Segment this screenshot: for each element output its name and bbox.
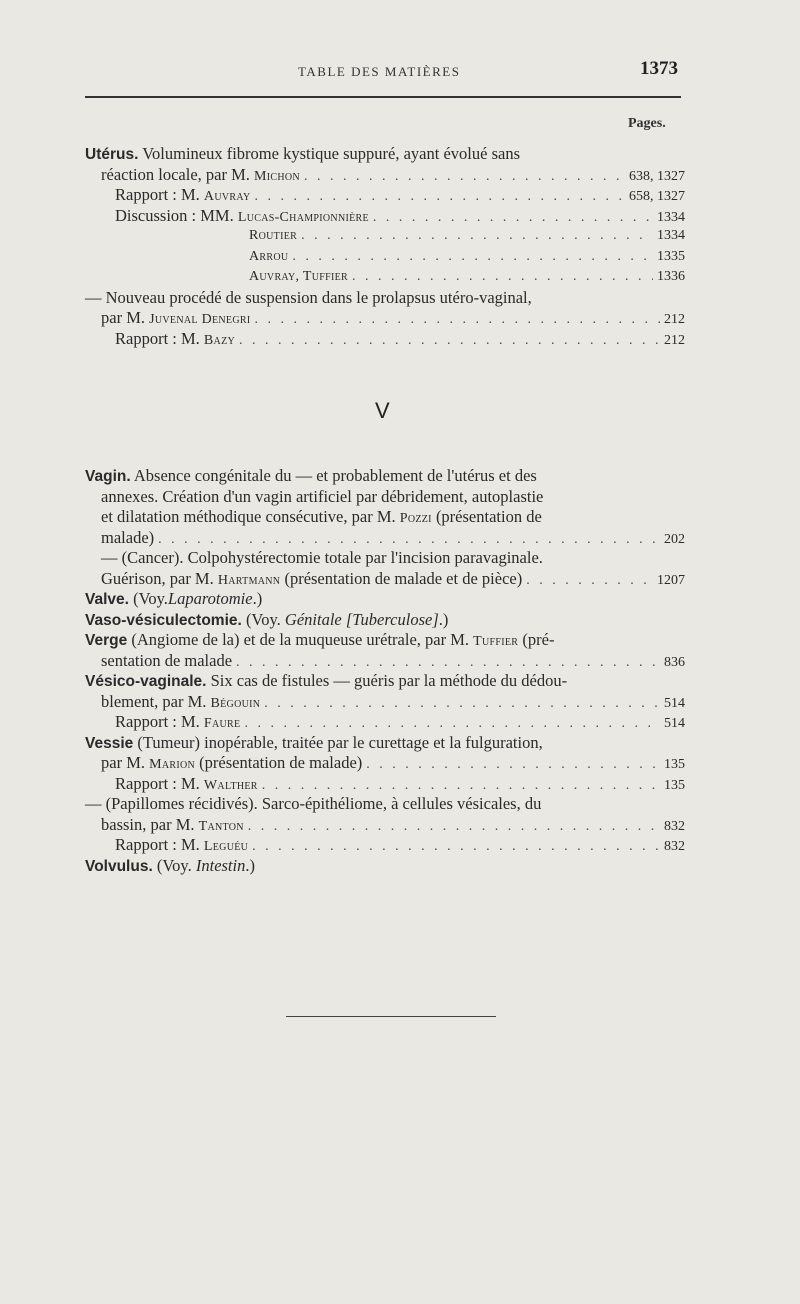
index-line [85,835,685,856]
author-name: Arrou [249,248,289,264]
page-ref: 135 [664,757,685,772]
author-name: Leguéu [203,839,249,854]
index-line [85,185,685,206]
entry-text: bassin, par M. [101,814,195,834]
section-letter-v: V [375,398,390,423]
entry-text: par M. [101,308,145,327]
cross-reference: Génitale [284,609,342,629]
page-ref: 1336 [657,269,685,284]
leader-dots [304,167,625,188]
entry-text: par M. [101,753,145,772]
index-line [85,794,685,815]
entry-text: (Voy. [133,589,168,608]
page-ref: 212 [664,332,685,348]
index-line [85,288,685,309]
end-rule [286,1016,496,1017]
index-entry-volvulus [85,856,685,877]
entry-heading: Verge [85,632,128,649]
entry-text: annexes. Création d'un vagin artificiel par débridement, autoplastie [101,486,544,506]
page-ref: 836 [664,654,685,670]
entry-text: malade) [101,527,155,547]
leader-dots [292,247,653,268]
index-line [85,569,685,590]
author-name: Lucas-Championnière [237,209,369,225]
entry-text: .) [252,589,263,608]
entry-text: — Nouveau procédé de suspension dans le prolapsus utéro-vaginal, [85,287,532,307]
author-name: Marion [149,757,196,772]
entry-text: (présentation de [435,507,542,526]
cross-reference: Intestin [195,855,246,875]
index-line [85,774,685,795]
index-line [85,815,685,836]
author-name: Pozzi [399,511,432,526]
leader-dots [236,653,660,674]
index-entry-vaso-vesiculectomie [85,610,685,631]
page-ref: 514 [664,716,685,731]
index-entry-valve [85,589,685,610]
index-entry-vesico-vaginale [85,671,685,692]
index-line [85,247,685,268]
author-name: Faure [203,716,241,731]
index-line [85,165,685,186]
entry-text: Rapport : M. [115,712,200,731]
leader-dots [248,817,660,838]
entry-text: (Voy. [156,855,192,875]
index-line [85,206,685,227]
leader-dots [239,331,660,352]
running-title: TABLE DES MATIÈRES [298,64,461,79]
author-name: Hartmann [217,572,281,588]
page-ref: 202 [664,531,685,547]
entry-text: .) [438,609,449,629]
entry-text: — (Cancer). Colpohystérectomie totale par l'incision paravaginale. [101,548,543,567]
index-line [85,507,685,528]
author-name: Bégouin [210,695,261,711]
entry-text: Discussion : MM. [115,205,234,225]
index-entry-verge [85,630,685,651]
author-name: Auvray, Tuffier [249,269,349,284]
author-name: Michon [254,168,300,184]
entry-heading: Volvulus. [85,857,153,875]
entry-text: réaction locale, par M. [101,164,250,184]
leader-dots [264,694,660,715]
index-line [85,753,685,774]
index-line [85,308,685,329]
leader-dots [244,714,660,735]
index-line [85,528,685,549]
page-ref: 832 [664,839,685,854]
page-ref: 1207 [657,572,685,588]
author-name: Juvenal Denegri [149,312,251,327]
entry-text: Guérison, par M. [101,568,214,588]
leader-dots [301,226,653,247]
entry-text: (Tumeur) inopérable, traitée par le curettage et la fulguration, [137,732,543,752]
index-line [85,226,685,247]
entry-text: .) [245,855,255,875]
index-line [85,548,685,569]
author-name: Walther [203,777,258,793]
entry-text: Rapport : M. [115,835,200,854]
entry-text: Rapport : M. [115,185,200,204]
entry-text: sentation de malade [101,650,233,670]
leader-dots [254,310,660,331]
entry-text: Rapport : M. [115,773,200,793]
entry-text: Absence congénitale du — et probablement de l'utérus et des [133,466,537,485]
entry-heading: Vaso-vésiculectomie. [85,611,242,629]
entry-text: (Angiome de la) et de la muqueuse urétrale, par M. [131,630,470,649]
index-entry-vessie [85,733,685,754]
leader-dots [158,530,660,551]
leader-dots [352,267,653,288]
leader-dots [262,776,660,797]
page-header [0,58,800,88]
entry-heading: Utérus. [85,146,139,163]
cross-reference: [Tuberculose] [345,609,439,629]
page-ref: 658, 1327 [629,189,685,204]
entry-heading: Vessie [85,734,134,752]
author-name: Bazy [203,332,236,348]
page-ref: 1334 [657,209,685,225]
index-line [85,712,685,733]
entry-text: (pré- [522,630,555,649]
author-name: Auvray [203,189,251,204]
entry-text: blement, par M. [101,691,207,711]
cross-reference: Laparotomie [167,589,253,608]
header-rule [85,96,681,98]
entry-text: Rapport : M. [115,328,200,348]
entry-text: (Voy. [245,609,281,629]
author-name: Tuffier [473,634,519,649]
entry-text: Volumineux fibrome kystique suppuré, ayant évolué sans [142,144,520,163]
leader-dots [254,187,625,208]
index-line [85,487,685,508]
leader-dots [373,208,653,229]
entry-heading: Vagin. [85,468,131,485]
entry-heading: Valve. [85,591,129,608]
leader-dots [252,837,660,858]
entry-text: Six cas de fistules — guéris par la méthode du dédou- [210,671,568,690]
page-ref: 514 [664,695,685,711]
pages-column-label: Pages. [628,116,666,131]
entry-heading: Vésico-vaginale. [85,673,207,690]
page-ref: 1335 [657,248,685,264]
index-line [85,267,685,288]
page-ref: 135 [664,777,685,793]
entry-text: (présentation de malade et de pièce) [284,568,523,588]
leader-dots [366,755,660,776]
leader-dots [526,571,653,592]
section-v [85,466,685,876]
index-entry-uterus [85,144,685,165]
index-line [85,329,685,350]
entry-text: (présentation de malade) [199,753,363,772]
page-ref: 212 [664,312,685,327]
page-ref: 1334 [657,228,685,243]
index-line [85,692,685,713]
author-name: Tanton [198,818,244,834]
author-name: Routier [249,228,298,243]
page-number: 1373 [640,58,678,79]
entry-text: et dilatation méthodique consécutive, par M. [101,507,396,526]
page-ref: 832 [664,818,685,834]
index-entry-vagin [85,466,685,487]
entry-text: — (Papillomes récidivés). Sarco-épithéliome, à cellules vésicales, du [85,794,542,813]
page-ref: 638, 1327 [629,168,685,184]
index-line [85,651,685,672]
section-u [85,144,685,349]
